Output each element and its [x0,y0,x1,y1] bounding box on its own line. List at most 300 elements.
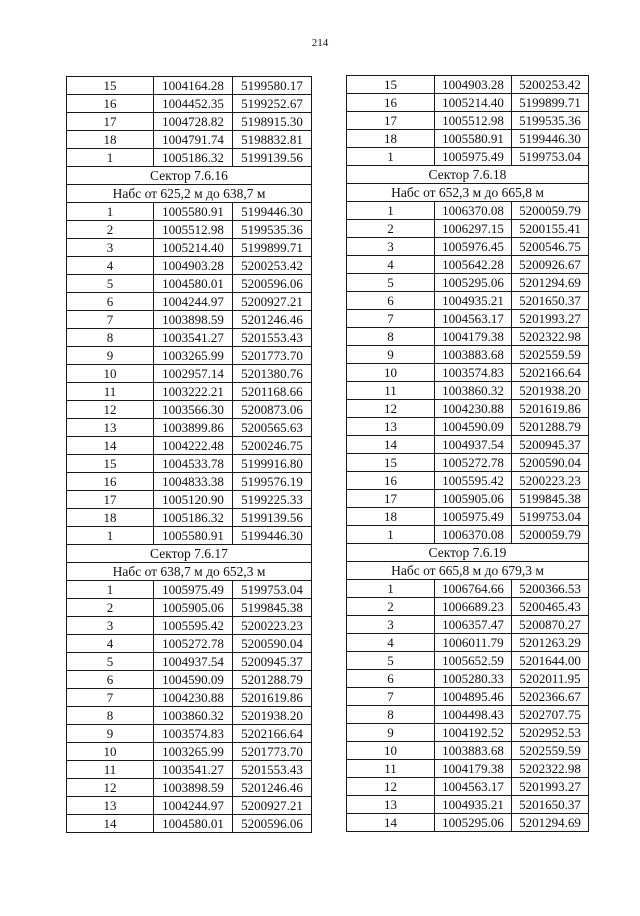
x-coordinate-cell: 1004580.01 [154,275,233,293]
table-row [347,598,589,616]
y-coordinate-cell: 5201553.43 [233,761,312,779]
point-number-cell: 14 [67,437,154,455]
table-row [67,509,312,527]
x-coordinate-cell: 1004452.35 [154,95,233,113]
y-coordinate-cell: 5200565.63 [233,419,312,437]
y-coordinate-cell: 5199753.04 [512,148,589,166]
y-coordinate-cell: 5201168.66 [233,383,312,401]
x-coordinate-cell: 1003566.30 [154,401,233,419]
table-row [67,257,312,275]
sector-heading-row [67,167,312,185]
y-coordinate-cell: 5202166.64 [233,725,312,743]
x-coordinate-cell: 1004935.21 [435,796,512,814]
y-coordinate-cell: 5200223.23 [233,617,312,635]
sector-heading: Сектор 7.6.16 [67,167,312,185]
table-row [67,707,312,725]
sector-heading-row [347,166,589,184]
table-row [347,346,589,364]
y-coordinate-cell: 5201619.86 [512,400,589,418]
x-coordinate-cell: 1005512.98 [435,112,512,130]
y-coordinate-cell: 5200596.06 [233,275,312,293]
coordinates-table-right [346,75,589,832]
y-coordinate-cell: 5199535.36 [233,221,312,239]
y-coordinate-cell: 5200223.23 [512,472,589,490]
point-number-cell: 9 [67,725,154,743]
x-coordinate-cell: 1003860.32 [435,382,512,400]
point-number-cell: 3 [347,616,435,634]
y-coordinate-cell: 5199576.19 [233,473,312,491]
x-coordinate-cell: 1004590.09 [154,671,233,689]
table-row [347,220,589,238]
y-coordinate-cell: 5200546.75 [512,238,589,256]
table-row [347,472,589,490]
sector-heading: Набс от 638,7 м до 652,3 м [67,563,312,581]
x-coordinate-cell: 1006357.47 [435,616,512,634]
point-number-cell: 8 [347,328,435,346]
table-row [347,328,589,346]
x-coordinate-cell: 1004728.82 [154,113,233,131]
point-number-cell: 1 [67,527,154,545]
y-coordinate-cell: 5198915.30 [233,113,312,131]
y-coordinate-cell: 5201288.79 [233,671,312,689]
x-coordinate-cell: 1003860.32 [154,707,233,725]
y-coordinate-cell: 5199252.67 [233,95,312,113]
point-number-cell: 18 [347,130,435,148]
table-row [347,616,589,634]
y-coordinate-cell: 5199446.30 [233,527,312,545]
point-number-cell: 11 [347,760,435,778]
point-number-cell: 9 [67,347,154,365]
y-coordinate-cell: 5200253.42 [512,76,589,94]
y-coordinate-cell: 5199580.17 [233,77,312,95]
table-row [347,418,589,436]
x-coordinate-cell: 1005272.78 [435,454,512,472]
table-row [347,652,589,670]
point-number-cell: 18 [347,508,435,526]
table-row [347,454,589,472]
y-coordinate-cell: 5202166.64 [512,364,589,382]
y-coordinate-cell: 5201644.00 [512,652,589,670]
table-row [347,382,589,400]
table-row [67,455,312,473]
y-coordinate-cell: 5200366.53 [512,580,589,598]
point-number-cell: 15 [67,455,154,473]
y-coordinate-cell: 5201650.37 [512,292,589,310]
x-coordinate-cell: 1005214.40 [435,94,512,112]
sector-heading: Сектор 7.6.19 [347,544,589,562]
y-coordinate-cell: 5202559.59 [512,346,589,364]
y-coordinate-cell: 5200945.37 [512,436,589,454]
x-coordinate-cell: 1004937.54 [435,436,512,454]
point-number-cell: 6 [67,671,154,689]
y-coordinate-cell: 5201773.70 [233,743,312,761]
x-coordinate-cell: 1004903.28 [435,76,512,94]
x-coordinate-cell: 1006689.23 [435,598,512,616]
x-coordinate-cell: 1003265.99 [154,347,233,365]
table-row [67,437,312,455]
point-number-cell: 10 [347,364,435,382]
point-number-cell: 12 [347,400,435,418]
x-coordinate-cell: 1005280.33 [435,670,512,688]
table-row [347,202,589,220]
x-coordinate-cell: 1005580.91 [435,130,512,148]
point-number-cell: 14 [67,815,154,833]
table-row [347,706,589,724]
table-row [67,113,312,131]
sector-heading: Набс от 652,3 м до 665,8 м [347,184,589,202]
sector-heading-row [347,544,589,562]
point-number-cell: 3 [67,239,154,257]
point-number-cell: 11 [347,382,435,400]
x-coordinate-cell: 1004164.28 [154,77,233,95]
y-coordinate-cell: 5199845.38 [233,599,312,617]
point-number-cell: 17 [67,113,154,131]
x-coordinate-cell: 1005186.32 [154,149,233,167]
point-number-cell: 15 [347,76,435,94]
y-coordinate-cell: 5201294.69 [512,814,589,832]
table-row [67,347,312,365]
table-row [347,688,589,706]
point-number-cell: 12 [67,779,154,797]
point-number-cell: 8 [67,707,154,725]
sector-heading-row [347,184,589,202]
point-number-cell: 7 [67,689,154,707]
point-number-cell: 2 [347,220,435,238]
point-number-cell: 5 [67,275,154,293]
table-row [67,635,312,653]
x-coordinate-cell: 1003898.59 [154,311,233,329]
y-coordinate-cell: 5202322.98 [512,328,589,346]
table-row [347,778,589,796]
x-coordinate-cell: 1005295.06 [435,814,512,832]
table-row [67,725,312,743]
table-row [347,76,589,94]
point-number-cell: 14 [347,436,435,454]
y-coordinate-cell: 5200155.41 [512,220,589,238]
table-row [67,779,312,797]
table-row [347,796,589,814]
sector-heading-row [67,563,312,581]
y-coordinate-cell: 5199899.71 [233,239,312,257]
table-row [67,689,312,707]
point-number-cell: 17 [347,490,435,508]
y-coordinate-cell: 5200059.79 [512,526,589,544]
x-coordinate-cell: 1005272.78 [154,635,233,653]
point-number-cell: 1 [347,580,435,598]
table-row [347,274,589,292]
table-row [347,148,589,166]
x-coordinate-cell: 1003574.83 [154,725,233,743]
y-coordinate-cell: 5202011.95 [512,670,589,688]
x-coordinate-cell: 1004230.88 [435,400,512,418]
point-number-cell: 2 [347,598,435,616]
table-row [67,131,312,149]
coordinates-table-left [66,76,312,833]
point-number-cell: 12 [67,401,154,419]
y-coordinate-cell: 5201619.86 [233,689,312,707]
point-number-cell: 8 [67,329,154,347]
table-row [67,401,312,419]
y-coordinate-cell: 5200945.37 [233,653,312,671]
x-coordinate-cell: 1003574.83 [435,364,512,382]
table-row [67,221,312,239]
table-row [67,239,312,257]
table-row [347,814,589,832]
x-coordinate-cell: 1005976.45 [435,238,512,256]
point-number-cell: 4 [347,256,435,274]
y-coordinate-cell: 5200596.06 [233,815,312,833]
y-coordinate-cell: 5199535.36 [512,112,589,130]
point-number-cell: 5 [67,653,154,671]
y-coordinate-cell: 5201380.76 [233,365,312,383]
point-number-cell: 4 [67,257,154,275]
x-coordinate-cell: 1005295.06 [435,274,512,292]
point-number-cell: 6 [67,293,154,311]
point-number-cell: 2 [67,221,154,239]
y-coordinate-cell: 5199139.56 [233,509,312,527]
point-number-cell: 4 [67,635,154,653]
x-coordinate-cell: 1002957.14 [154,365,233,383]
x-coordinate-cell: 1004563.17 [435,778,512,796]
x-coordinate-cell: 1005642.28 [435,256,512,274]
table-row [67,419,312,437]
x-coordinate-cell: 1004244.97 [154,797,233,815]
point-number-cell: 3 [67,617,154,635]
point-number-cell: 1 [347,202,435,220]
x-coordinate-cell: 1006297.15 [435,220,512,238]
y-coordinate-cell: 5201650.37 [512,796,589,814]
point-number-cell: 1 [67,149,154,167]
y-coordinate-cell: 5198832.81 [233,131,312,149]
x-coordinate-cell: 1005214.40 [154,239,233,257]
y-coordinate-cell: 5200590.04 [233,635,312,653]
point-number-cell: 13 [67,797,154,815]
table-row [347,364,589,382]
x-coordinate-cell: 1005975.49 [154,581,233,599]
sector-heading: Набс от 625,2 м до 638,7 м [67,185,312,203]
x-coordinate-cell: 1003222.21 [154,383,233,401]
y-coordinate-cell: 5201246.46 [233,779,312,797]
x-coordinate-cell: 1005120.90 [154,491,233,509]
point-number-cell: 5 [347,652,435,670]
x-coordinate-cell: 1005595.42 [154,617,233,635]
point-number-cell: 18 [67,131,154,149]
table-row [67,797,312,815]
table-row [347,436,589,454]
x-coordinate-cell: 1004935.21 [435,292,512,310]
table-row [67,617,312,635]
sector-heading: Сектор 7.6.18 [347,166,589,184]
x-coordinate-cell: 1004903.28 [154,257,233,275]
y-coordinate-cell: 5202366.67 [512,688,589,706]
point-number-cell: 17 [347,112,435,130]
x-coordinate-cell: 1005580.91 [154,203,233,221]
x-coordinate-cell: 1004533.78 [154,455,233,473]
table-row [347,292,589,310]
x-coordinate-cell: 1006011.79 [435,634,512,652]
table-row [67,293,312,311]
y-coordinate-cell: 5199225.33 [233,491,312,509]
page-number: 214 [311,37,329,49]
x-coordinate-cell: 1006370.08 [435,202,512,220]
y-coordinate-cell: 5202559.59 [512,742,589,760]
table-row [67,473,312,491]
y-coordinate-cell: 5201553.43 [233,329,312,347]
y-coordinate-cell: 5199446.30 [233,203,312,221]
y-coordinate-cell: 5202707.75 [512,706,589,724]
point-number-cell: 7 [347,688,435,706]
point-number-cell: 18 [67,509,154,527]
point-number-cell: 11 [67,383,154,401]
x-coordinate-cell: 1004179.38 [435,760,512,778]
x-coordinate-cell: 1005580.91 [154,527,233,545]
x-coordinate-cell: 1003541.27 [154,761,233,779]
table-row [347,112,589,130]
point-number-cell: 7 [67,311,154,329]
point-number-cell: 8 [347,706,435,724]
point-number-cell: 6 [347,670,435,688]
point-number-cell: 1 [67,581,154,599]
point-number-cell: 14 [347,814,435,832]
table-row [347,634,589,652]
table-row [347,580,589,598]
y-coordinate-cell: 5199753.04 [233,581,312,599]
x-coordinate-cell: 1005186.32 [154,509,233,527]
y-coordinate-cell: 5201288.79 [512,418,589,436]
table-row [67,203,312,221]
point-number-cell: 16 [67,95,154,113]
point-number-cell: 4 [347,634,435,652]
x-coordinate-cell: 1006370.08 [435,526,512,544]
y-coordinate-cell: 5201246.46 [233,311,312,329]
point-number-cell: 15 [347,454,435,472]
y-coordinate-cell: 5200059.79 [512,202,589,220]
y-coordinate-cell: 5202322.98 [512,760,589,778]
table-row [347,94,589,112]
table-row [67,383,312,401]
table-row [347,760,589,778]
point-number-cell: 9 [347,724,435,742]
x-coordinate-cell: 1004590.09 [435,418,512,436]
y-coordinate-cell: 5201263.29 [512,634,589,652]
sector-heading-row [347,562,589,580]
x-coordinate-cell: 1004230.88 [154,689,233,707]
y-coordinate-cell: 5200926.67 [512,256,589,274]
y-coordinate-cell: 5201938.20 [512,382,589,400]
point-number-cell: 11 [67,761,154,779]
y-coordinate-cell: 5201773.70 [233,347,312,365]
x-coordinate-cell: 1005595.42 [435,472,512,490]
point-number-cell: 15 [67,77,154,95]
x-coordinate-cell: 1005975.49 [435,148,512,166]
point-number-cell: 12 [347,778,435,796]
x-coordinate-cell: 1003541.27 [154,329,233,347]
y-coordinate-cell: 5199446.30 [512,130,589,148]
y-coordinate-cell: 5199845.38 [512,490,589,508]
point-number-cell: 16 [347,472,435,490]
y-coordinate-cell: 5200246.75 [233,437,312,455]
table-row [67,653,312,671]
x-coordinate-cell: 1003898.59 [154,779,233,797]
x-coordinate-cell: 1003883.68 [435,742,512,760]
point-number-cell: 16 [347,94,435,112]
table-row [67,527,312,545]
point-number-cell: 5 [347,274,435,292]
point-number-cell: 16 [67,473,154,491]
x-coordinate-cell: 1004192.52 [435,724,512,742]
table-row [67,275,312,293]
y-coordinate-cell: 5200870.27 [512,616,589,634]
x-coordinate-cell: 1004179.38 [435,328,512,346]
y-coordinate-cell: 5200465.43 [512,598,589,616]
x-coordinate-cell: 1006764.66 [435,580,512,598]
table-row [67,743,312,761]
y-coordinate-cell: 5199899.71 [512,94,589,112]
point-number-cell: 6 [347,292,435,310]
x-coordinate-cell: 1004563.17 [435,310,512,328]
table-row [347,490,589,508]
table-row [67,329,312,347]
table-row [67,599,312,617]
table-row [67,761,312,779]
y-coordinate-cell: 5200927.21 [233,797,312,815]
table-row [67,77,312,95]
point-number-cell: 13 [347,796,435,814]
x-coordinate-cell: 1005652.59 [435,652,512,670]
x-coordinate-cell: 1004895.46 [435,688,512,706]
x-coordinate-cell: 1005905.06 [435,490,512,508]
y-coordinate-cell: 5201993.27 [512,310,589,328]
sector-heading: Сектор 7.6.17 [67,545,312,563]
table-row [347,130,589,148]
point-number-cell: 17 [67,491,154,509]
x-coordinate-cell: 1004937.54 [154,653,233,671]
x-coordinate-cell: 1003899.86 [154,419,233,437]
table-row [347,742,589,760]
y-coordinate-cell: 5201993.27 [512,778,589,796]
table-row [67,311,312,329]
y-coordinate-cell: 5199753.04 [512,508,589,526]
point-number-cell: 2 [67,599,154,617]
x-coordinate-cell: 1004580.01 [154,815,233,833]
point-number-cell: 9 [347,346,435,364]
y-coordinate-cell: 5199916.80 [233,455,312,473]
x-coordinate-cell: 1004833.38 [154,473,233,491]
table-row [67,815,312,833]
point-number-cell: 7 [347,310,435,328]
point-number-cell: 10 [67,743,154,761]
point-number-cell: 1 [67,203,154,221]
table-row [67,149,312,167]
x-coordinate-cell: 1003883.68 [435,346,512,364]
x-coordinate-cell: 1004222.48 [154,437,233,455]
point-number-cell: 1 [347,148,435,166]
x-coordinate-cell: 1005975.49 [435,508,512,526]
y-coordinate-cell: 5200253.42 [233,257,312,275]
x-coordinate-cell: 1004791.74 [154,131,233,149]
sector-heading: Набс от 665,8 м до 679,3 м [347,562,589,580]
table-row [347,724,589,742]
point-number-cell: 13 [347,418,435,436]
y-coordinate-cell: 5199139.56 [233,149,312,167]
y-coordinate-cell: 5200590.04 [512,454,589,472]
sector-heading-row [67,185,312,203]
y-coordinate-cell: 5200927.21 [233,293,312,311]
y-coordinate-cell: 5201938.20 [233,707,312,725]
table-row [347,670,589,688]
table-row [67,671,312,689]
x-coordinate-cell: 1005905.06 [154,599,233,617]
